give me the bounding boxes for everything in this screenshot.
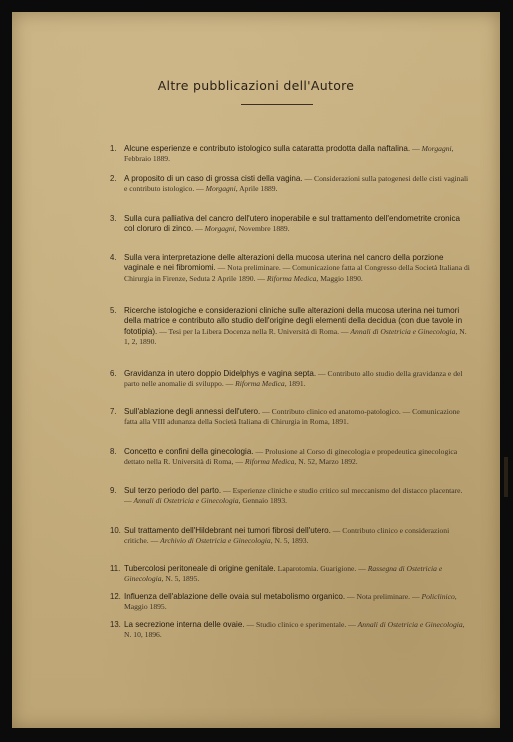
entry-date: Febbraio 1889. xyxy=(124,154,170,164)
entry-number: 2. xyxy=(110,174,117,183)
entry-number: 9. xyxy=(110,486,117,495)
entry-source: Morgagni, xyxy=(205,184,238,194)
entry-date: Maggio 1890. xyxy=(318,273,363,283)
entry-title: Tubercolosi peritoneale di origine genitale. xyxy=(124,564,276,573)
entry-number: 4. xyxy=(110,253,117,262)
entry-description: — Nota preliminare. — Comunicazione fatta al Congresso della Società Italiana di Chirurgia in Firenze, Seduta 2 Aprile 1890. — xyxy=(124,263,470,283)
entry-source: Rassegna di Ostetricia e Ginecologia, xyxy=(124,564,443,584)
entry-date: N. 5, 1895. xyxy=(163,574,200,584)
entry-source: Riforma Medica, xyxy=(244,457,297,467)
entry-source: Annali di Ostetricia e Ginecologia, xyxy=(133,496,241,506)
entry-description: — Contributo clinico e considerazioni critiche. — xyxy=(124,526,450,546)
entry-number: 12. xyxy=(110,592,121,601)
entry-number: 6. xyxy=(110,369,117,378)
publication-entry xyxy=(110,592,470,613)
entry-title: Sul terzo periodo del parto. xyxy=(124,486,222,495)
publication-entry xyxy=(110,620,470,641)
entry-date: Aprile 1889. xyxy=(237,184,278,194)
entry-description: — Contributo clinico ed anatomo-patologico. — Comunicazione fatta alla VIII adunanza della Società Italiana di Chirurgia in Roma, 1891. xyxy=(124,407,460,427)
publication-entry xyxy=(110,407,470,428)
entry-number: 3. xyxy=(110,214,117,223)
entry-title: La secrezione interna delle ovaie. xyxy=(124,620,245,629)
publication-entry xyxy=(110,306,470,348)
entry-number: 10. xyxy=(110,526,121,535)
entry-number: 13. xyxy=(110,620,121,629)
entry-title: A proposito di un caso di grossa cisti della vagina. xyxy=(124,174,303,183)
entry-date: N. 52, Marzo 1892. xyxy=(296,457,358,467)
entry-number: 11. xyxy=(110,564,121,573)
entry-description: — Tesi per la Libera Docenza nella R. Università di Roma. — xyxy=(157,326,351,336)
publication-entry xyxy=(110,369,470,390)
entry-title: Concetto e confini della ginecologia. xyxy=(124,447,254,456)
publication-entry xyxy=(110,526,470,547)
entry-date: N. 10, 1896. xyxy=(124,630,162,640)
entry-source: Morgagni, xyxy=(204,224,237,234)
entry-title: Ricerche istologiche e considerazioni cliniche sulle alterazioni della mucosa uterina nei tumori della matrice e contributo allo studio dell'origine degli elementi della decidua (con due tavole in fototipia). xyxy=(124,306,463,336)
entry-number: 7. xyxy=(110,407,117,416)
entry-number: 5. xyxy=(110,306,117,315)
entry-source: Riforma Medica, xyxy=(235,379,287,389)
entry-source: Annali di Ostetricia e Ginecologia, xyxy=(357,620,465,629)
document-page xyxy=(12,12,500,728)
entry-date: N. 1, 2, 1890. xyxy=(124,326,467,347)
entry-number: 1. xyxy=(110,144,117,153)
entry-date: Gennaio 1893. xyxy=(240,496,288,506)
entry-description: — Considerazioni sulla patogenesi delle cisti vaginali e contributo istologico. — xyxy=(124,174,469,194)
entry-description: — Prolusione al Corso di ginecologia e propedeutica ginecologica dettato nella R. Università di Roma, — xyxy=(124,447,458,467)
entry-source: Morgagni, xyxy=(421,144,454,153)
entry-date: Novembre 1889. xyxy=(236,224,290,234)
publication-entry xyxy=(110,253,470,284)
entry-title: Sulla vera interpretazione delle alterazioni della mucosa uterina nel cancro della porzione vaginale e nei fibromiomi. xyxy=(124,253,444,273)
entry-source: Policlinico, xyxy=(421,592,457,601)
entry-date: 1891. xyxy=(286,379,306,389)
entry-description: — Studio clinico e sperimentale. — xyxy=(244,620,358,629)
page-heading: Altre pubblicazioni dell'Autore xyxy=(157,78,355,93)
entry-date: Maggio 1895. xyxy=(124,602,167,612)
entry-description: — Nota preliminare. — xyxy=(345,592,422,601)
entry-title: Sulla cura palliativa del cancro dell'utero inoperabile e sul trattamento dell'endometrite cronica col cloruro di zinco. xyxy=(124,214,461,234)
entry-title: Sul trattamento dell'Hildebrant nei tumori fibrosi dell'utero. xyxy=(124,526,331,535)
publication-entry xyxy=(110,447,470,468)
entry-date: N. 5, 1893. xyxy=(272,536,309,546)
entry-description: Laparotomia. Guarigione. — xyxy=(275,564,368,573)
entry-source: Riforma Medica, xyxy=(266,273,319,283)
entry-description: — xyxy=(193,224,205,234)
entry-description: — Contributo allo studio della gravidanza e del parto nelle anomalie di sviluppo. — xyxy=(124,369,463,389)
entry-title: Influenza dell'ablazione delle ovaia sul metabolismo organico. xyxy=(124,592,346,601)
entry-description: — Esperienze cliniche e studio critico sul meccanismo del distacco placentare. — xyxy=(124,486,463,506)
entry-source: Archivio di Ostetricia e Ginecologia, xyxy=(160,536,273,546)
publication-entry xyxy=(110,564,470,585)
publication-entry xyxy=(110,214,470,235)
entry-number: 8. xyxy=(110,447,117,456)
entry-title: Alcune esperienze e contributo istologico sulla cataratta prodotta dalla naftalina. xyxy=(124,144,411,153)
publication-entry xyxy=(110,144,470,165)
paper-tear-mark xyxy=(504,457,508,497)
entry-title: Gravidanza in utero doppio Didelphys e vagina septa. xyxy=(124,369,317,378)
publication-entry xyxy=(110,174,470,195)
heading-rule xyxy=(241,104,313,105)
entry-description: — xyxy=(410,144,422,153)
publication-entry xyxy=(110,486,470,507)
entry-source: Annali di Ostetricia e Ginecologia, xyxy=(350,326,458,336)
entry-title: Sull'ablazione degli annessi dell'utero. xyxy=(124,407,261,416)
